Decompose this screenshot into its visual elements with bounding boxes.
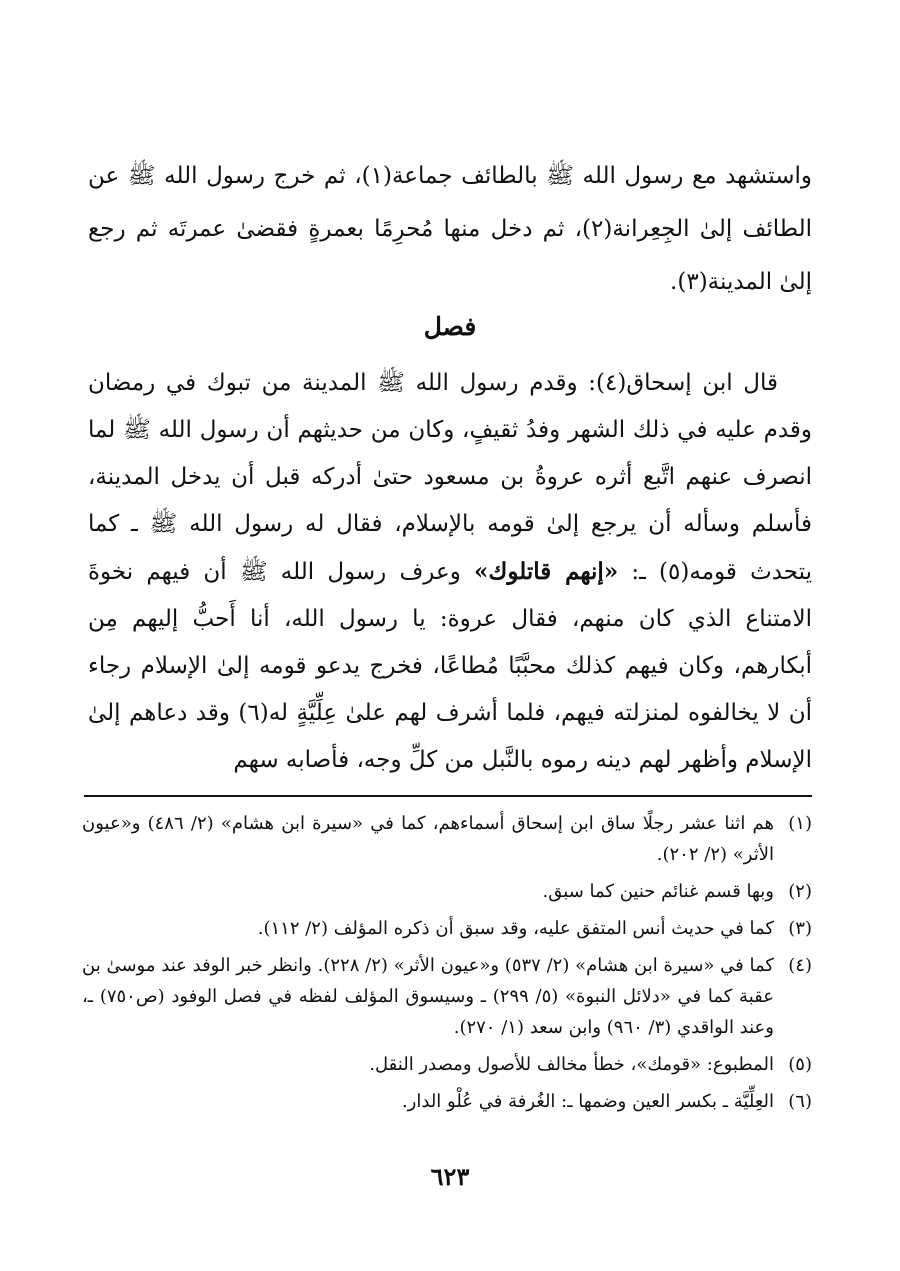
footnote-1 xyxy=(82,808,812,870)
footnote-text: كما في حديث أنس المتفق عليه، وقد سبق أن ذكره المؤلف (٢/ ١١٢). xyxy=(257,918,774,939)
footnotes xyxy=(82,808,812,1123)
quoted-speech: «إنهم قاتلوك» xyxy=(474,558,619,585)
footnote-text: العِلِّيَّة ـ بكسر العين وضمها ـ: الغُرفة في عُلْو الدار. xyxy=(401,1091,774,1112)
main-paragraph xyxy=(88,360,812,784)
footnote-divider xyxy=(84,795,812,797)
footnote-2 xyxy=(82,876,812,907)
footnote-number: (٥) xyxy=(788,1054,812,1075)
footnote-number: (١) xyxy=(788,813,812,834)
footnote-number: (٦) xyxy=(788,1091,812,1112)
footnote-3 xyxy=(82,913,812,944)
footnote-text: هم اثنا عشر رجلًا ساق ابن إسحاق أسماءهم، كما في «سيرة ابن هشام» (٢/ ٤٨٦) و«عيون الأثر» (٢/ ٢٠٢). xyxy=(82,813,775,865)
footnote-text: كما في «سيرة ابن هشام» (٢/ ٥٣٧) و«عيون الأثر» (٢/ ٢٢٨). وانظر خبر الوفد عند موسىٰ بن عقبة كما في «دلائل النبوة» (٥/ ٢٩٩) ـ وسيسوق المؤلف لفظه في فصل الوفود (ص٧٥٠) ـ، وعند الواقدي (٣/ ٩٦٠) وابن سعد (١/ ٢٧٠). xyxy=(82,955,774,1038)
footnote-text: المطبوع: «قومك»، خطأ مخالف للأصول ومصدر النقل. xyxy=(369,1054,774,1075)
main-paragraph-text-1: قال ابن إسحاق(٤): وقدم رسول الله ﷺ المدينة من تبوك في رمضان وقدم عليه في ذلك الشهر وفدُ ثقيفٍ، وكان من حديثهم أن رسول الله ﷺ لما انصرف عنهم اتَّبع أثره عروةُ بن مسعود حتىٰ أدركه قبل أن يدخل المدينة، فأسلم وسأله أن يرجع إلىٰ قومه بالإسلام، فقال له رسول الله ﷺ ـ كما يتحدث قومه(٥) ـ: xyxy=(88,370,812,585)
footnote-6 xyxy=(82,1086,812,1117)
intro-paragraph: واستشهد مع رسول الله ﷺ بالطائف جماعة(١)، ثم خرج رسول الله ﷺ عن الطائف إلىٰ الجِعِرانة(٢)، ثم دخل منها مُحرِمًا بعمرةٍ فقضىٰ عمرتَه ثم رجع إلىٰ المدينة(٣). xyxy=(88,163,812,295)
page-number: ٦٢٣ xyxy=(430,1162,470,1191)
footnote-text: وبها قسم غنائم حنين كما سبق. xyxy=(542,881,774,902)
main-paragraph-text-2: وعرف رسول الله ﷺ أن فيهم نخوةَ الامتناع الذي كان منهم، فقال عروة: يا رسول الله، أنا أَحبُّ إليهم مِن أبكارهم، وكان فيهم كذلك محبَّبًا مُطاعًا، فخرج يدعو قومه إلىٰ الإسلام رجاء أن لا يخالفوه لمنزلته فيهم، فلما أشرف لهم علىٰ عِلِّيَّةٍ له(٦) وقد دعاهم إلىٰ الإسلام وأظهر لهم دينه رموه بالنَّبل من كلِّ وجه، فأصابه سهم xyxy=(88,559,812,773)
section-heading: فصل xyxy=(423,312,477,341)
footnote-number: (٤) xyxy=(788,955,812,976)
footnote-4 xyxy=(82,950,812,1043)
footnote-number: (٣) xyxy=(788,918,812,939)
footnote-5 xyxy=(82,1049,812,1080)
footnote-number: (٢) xyxy=(788,881,812,902)
